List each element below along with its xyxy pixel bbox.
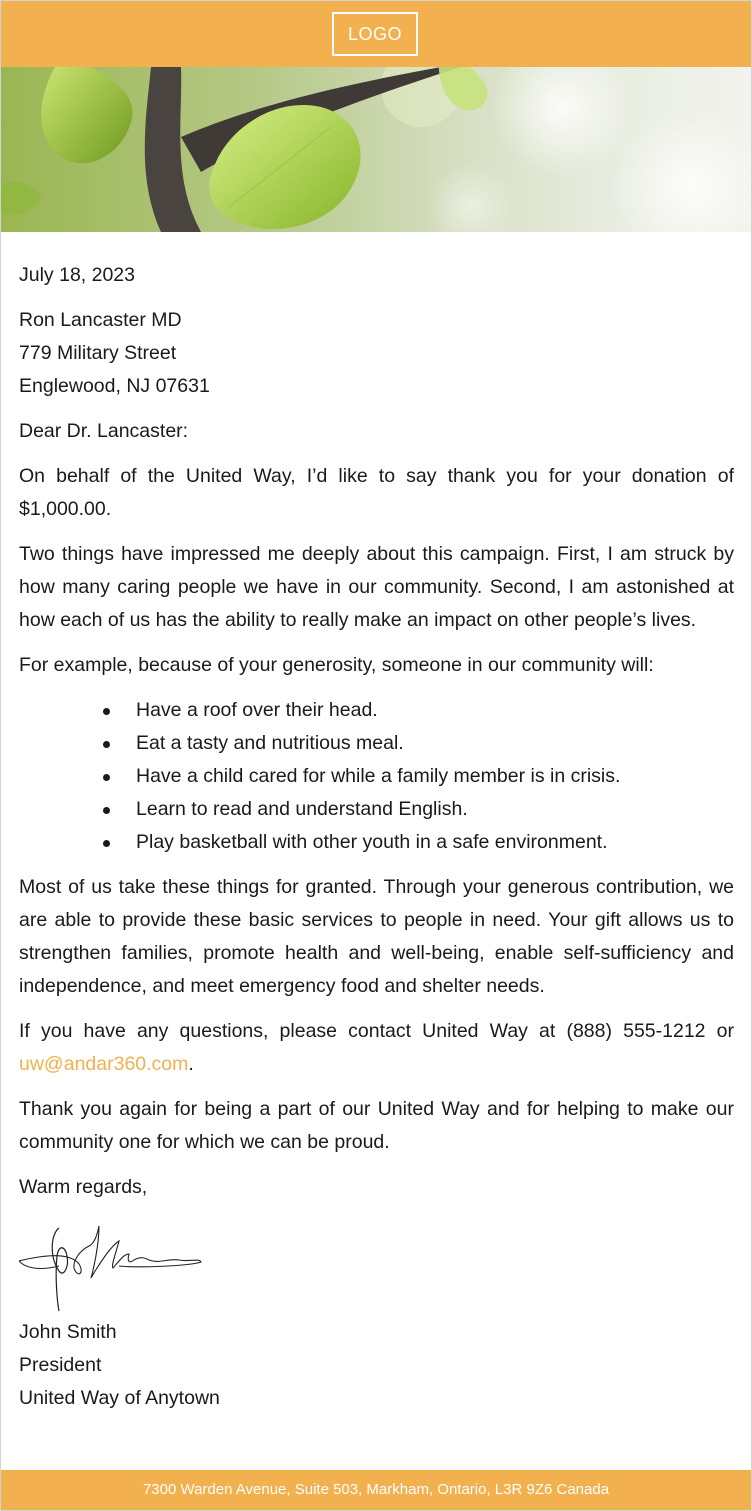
recipient-city: Englewood, NJ 07631 [19, 375, 210, 397]
signer-block [19, 1316, 734, 1415]
list-item-text: Play basketball with other youth in a safe environment. [136, 831, 608, 853]
list-item-text: Learn to read and understand English. [136, 798, 468, 820]
list-item-text: Eat a tasty and nutritious meal. [136, 732, 404, 754]
leaves-illustration [1, 67, 751, 232]
paragraph-thanks: On behalf of the United Way, I’d like to say thank you for your donation of $1,000.00. [19, 465, 734, 520]
handwritten-signature [19, 1216, 219, 1316]
paragraph-impressed: Two things have impressed me deeply about this campaign. First, I am struck by how many caring people we have in our community. Second, I am astonished at how each of us has the ability to really make an impact on other people’s lives. [19, 543, 734, 631]
benefits-list [19, 694, 734, 859]
signer-title: President [19, 1354, 102, 1376]
logo[interactable]: LOGO [332, 12, 418, 56]
bullet-icon [103, 708, 110, 715]
signature-image [19, 1216, 734, 1316]
paragraph-granted: Most of us take these things for granted. Through your generous contribution, we are able to provide these basic services to people in need. Your gift allows us to strengthen families, promote health and well-being, enable self-sufficiency and independence, and meet emergency food and shelter needs. [19, 876, 734, 997]
list-item [19, 694, 734, 727]
signer-name: John Smith [19, 1321, 117, 1343]
list-item [19, 760, 734, 793]
contact-text: If you have any questions, please contact United Way at (888) 555-1212 or [19, 1020, 734, 1042]
contact-period: . [188, 1053, 194, 1075]
bullet-icon [103, 840, 110, 847]
letter-date: July 18, 2023 [19, 264, 136, 286]
list-item [19, 727, 734, 760]
list-item [19, 826, 734, 859]
letter-body [19, 259, 734, 1415]
recipient-address [19, 304, 734, 403]
signer-organization: United Way of Anytown [19, 1387, 220, 1409]
email-link[interactable]: uw@andar360.com [19, 1053, 189, 1075]
paragraph-example: For example, because of your generosity, someone in our community will: [19, 654, 654, 676]
list-item-text: Have a child cared for while a family member is in crisis. [136, 765, 621, 787]
salutation: Dear Dr. Lancaster: [19, 420, 189, 442]
list-item-text: Have a roof over their head. [136, 699, 378, 721]
paragraph-contact [19, 1015, 734, 1081]
list-item [19, 793, 734, 826]
paragraph-thanks-again: Thank you again for being a part of our United Way and for helping to make our community one for which we can be proud. [19, 1098, 734, 1153]
footer-address: 7300 Warden Avenue, Suite 503, Markham, Ontario, L3R 9Z6 Canada [1, 1470, 751, 1510]
closing: Warm regards, [19, 1176, 148, 1198]
bullet-icon [103, 774, 110, 781]
header-bar [1, 1, 751, 67]
recipient-street: 779 Military Street [19, 342, 177, 364]
banner-image [1, 67, 751, 232]
recipient-name: Ron Lancaster MD [19, 309, 182, 331]
bullet-icon [103, 741, 110, 748]
bullet-icon [103, 807, 110, 814]
